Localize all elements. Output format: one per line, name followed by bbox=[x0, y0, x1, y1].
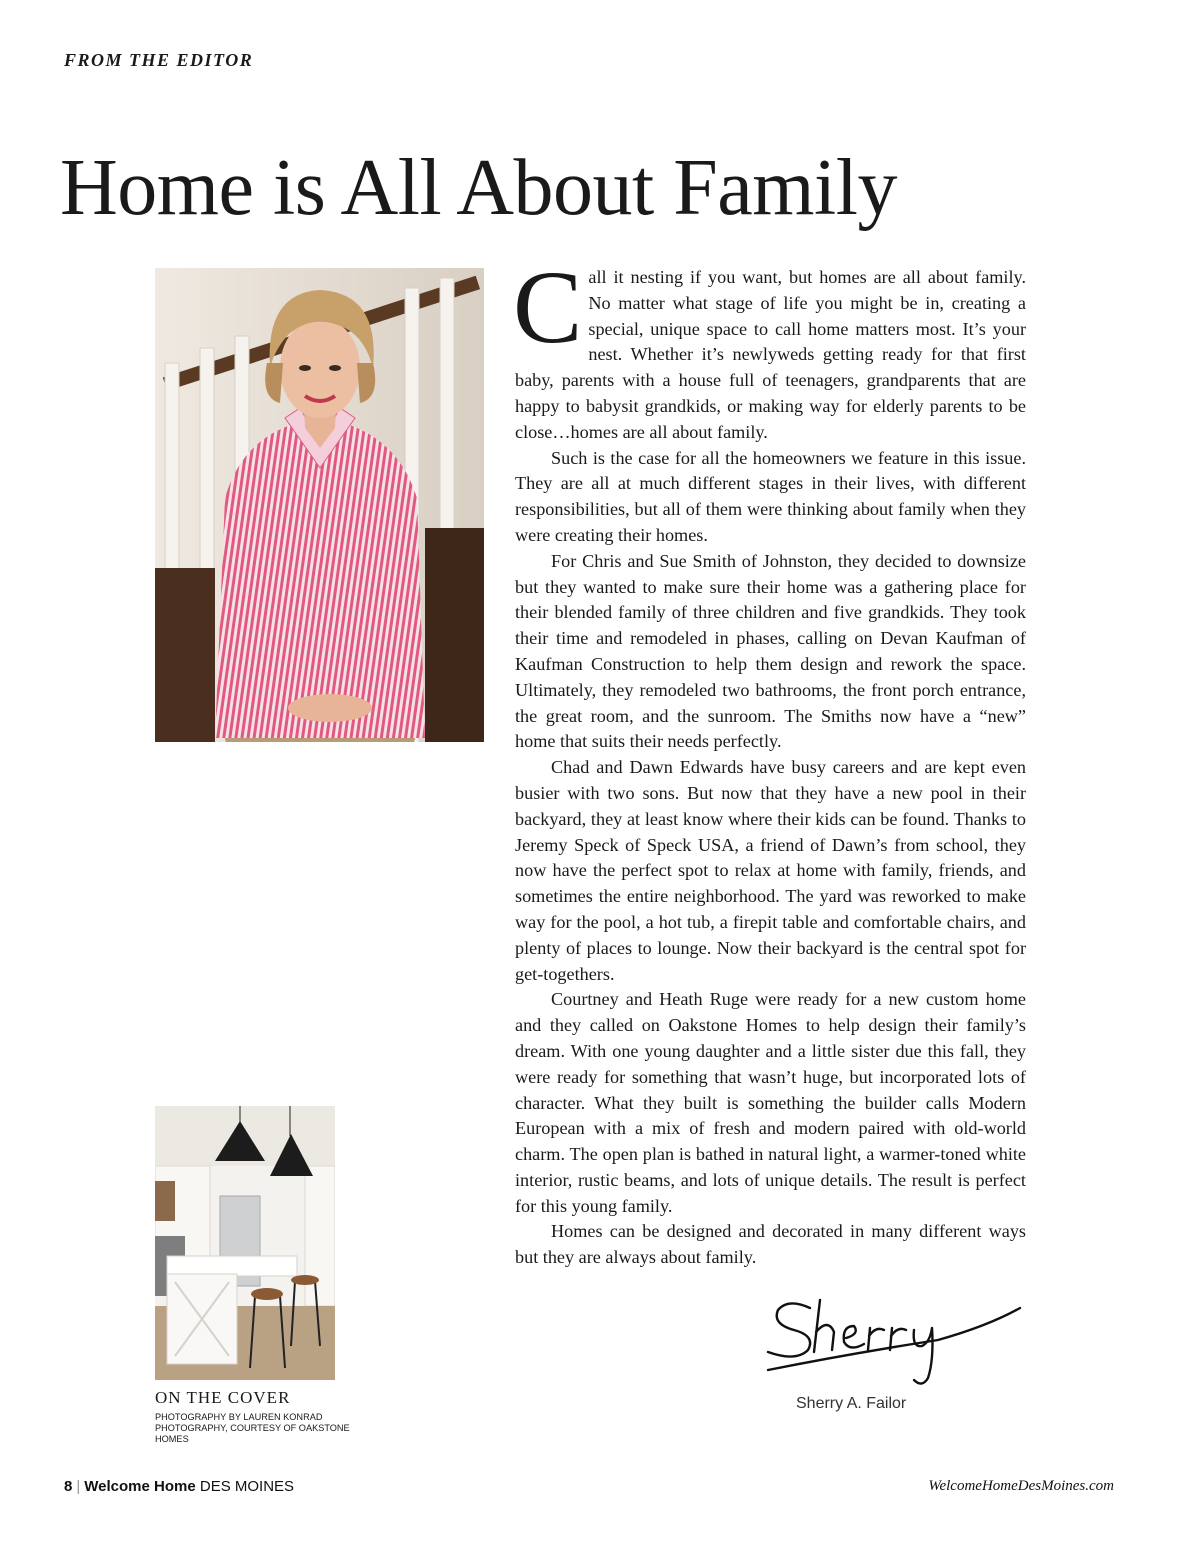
cover-photo-credit: PHOTOGRAPHY BY LAUREN KONRAD PHOTOGRAPHY, COURTESY OF OAKSTONE HOMES bbox=[155, 1412, 350, 1444]
drop-cap: C bbox=[513, 250, 583, 365]
magazine-brand: Welcome Home bbox=[84, 1478, 196, 1495]
article-paragraph-4: Chad and Dawn Edwards have busy careers and are kept even busier with two sons. But now that they have a new pool in their backyard, they at least know where their kids can be found. Thanks to Jeremy Speck of Speck USA, a friend of Dawn’s from school, they now have the perfect spot to relax at home with family, friends, and sometimes the entire neighborhood. The yard was reworked to make way for the pool, a hot tub, a firepit table and comfortable chairs, and plenty of places to lounge. Now their backyard is the central spot for get-togethers. bbox=[515, 757, 1026, 984]
magazine-city: DES MOINES bbox=[199, 1478, 295, 1495]
article-paragraph-6: Homes can be designed and decorated in many different ways but they are always about family. bbox=[515, 1221, 1026, 1268]
article-paragraph-1 bbox=[513, 250, 1026, 446]
cover-photo bbox=[155, 1106, 335, 1380]
signature-name: Sherry A. Failor bbox=[796, 1395, 907, 1412]
cover-heading: ON THE COVER bbox=[155, 1388, 291, 1407]
page-number: 8 bbox=[64, 1478, 73, 1495]
editor-photo bbox=[155, 268, 484, 742]
folio-separator: | bbox=[76, 1478, 81, 1495]
article-paragraph-text: all it nesting if you want, but homes are all about family. No matter what stage of life you might be in, creating a special, unique space to call home matters most. It’s your nest. Whether it’s newlyweds getting ready for that first baby, parents with a house full of teenagers, grandparents that are happy to babysit grandkids, or making way for elderly parents to be close…homes are all about family. bbox=[515, 267, 1026, 442]
section-kicker: FROM THE EDITOR bbox=[64, 50, 254, 70]
article-paragraph-2: Such is the case for all the homeowners we feature in this issue. They are all at much different stages in their lives, with different responsibilities, but all of them were thinking about family when they were creating their homes. bbox=[515, 447, 1026, 545]
article-paragraph-5: Courtney and Heath Ruge were ready for a new custom home and they called on Oakstone Homes to help design their family’s dream. With one young daughter and a little sister due this fall, they were ready for something that wasn’t huge, but incorporated lots of character. What they built is something the builder calls Modern European with a mix of fresh and modern paired with old-world charm. The open plan is bathed in natural light, a warmer-toned white interior, rustic beams, and lots of unique details. The result is perfect for this young family. bbox=[515, 989, 1026, 1216]
footer-folio bbox=[64, 1478, 294, 1495]
editor-article bbox=[513, 250, 1026, 1271]
handwritten-signature bbox=[758, 1290, 1028, 1390]
page-title: Home is All About Family bbox=[60, 144, 897, 232]
website-link[interactable]: WelcomeHomeDesMoines.com bbox=[928, 1478, 1114, 1494]
article-paragraph-3: For Chris and Sue Smith of Johnston, they decided to downsize but they wanted to make sure their home was a gathering place for their blended family of three children and five grandkids. They took their time and remodeled in phases, calling on Devan Kaufman of Kaufman Construction to help them design and rework the space. Ultimately, they remodeled two bathrooms, the front porch entrance, the great room, and the sunroom. The Smiths now have a “new” home that suits their needs perfectly. bbox=[515, 550, 1026, 752]
